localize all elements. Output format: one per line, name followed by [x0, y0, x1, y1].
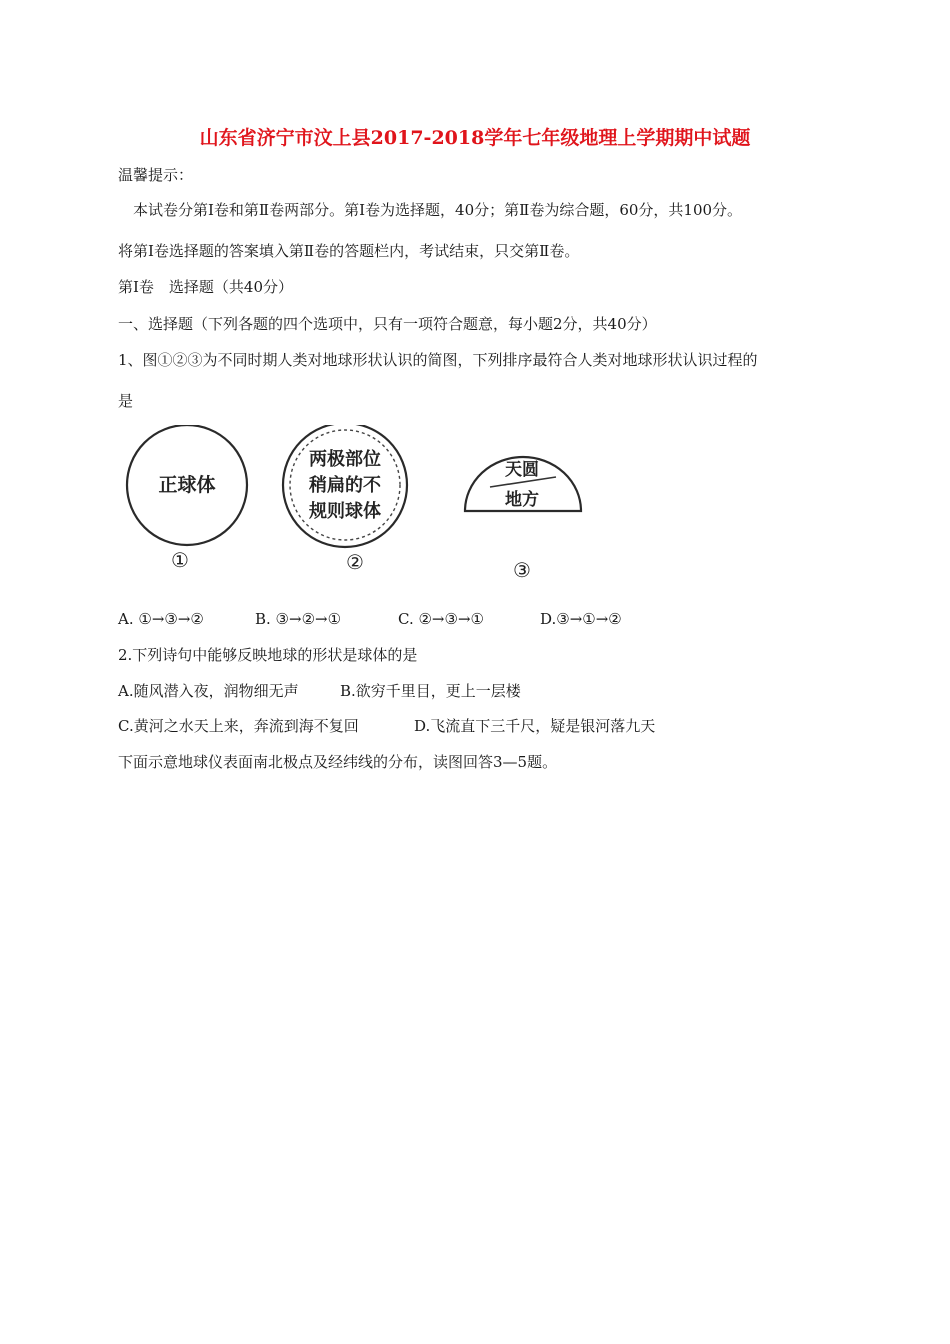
tip-line-2: 将第Ⅰ卷选择题的答案填入第Ⅱ卷的答题栏内，考试结束，只交第Ⅱ卷。 [118, 242, 580, 260]
tip-heading: 温馨提示： [118, 166, 194, 184]
option-b: B. ③→②→① [255, 610, 342, 628]
option-c: C. ②→③→① [398, 610, 484, 628]
sky-text: 天圆 [505, 460, 539, 480]
question-3-intro: 下面示意地球仪表面南北极点及经纬线的分布，读图回答3—5题。 [118, 753, 558, 771]
instruction-text: 一、选择题（下列各题的四个选项中，只有一项符合题意，每小题2分，共40分） [118, 315, 657, 333]
figure-label-1: ① [171, 548, 189, 572]
page-title: 山东省济宁市汶上县2017-2018学年七年级地理上学期期中试题 [199, 127, 751, 149]
figure-label-2: ② [346, 550, 364, 574]
question-2-option-d: D.飞流直下三千尺，疑是银河落九天 [414, 717, 656, 735]
section-heading: 第Ⅰ卷 选择题（共40分） [118, 278, 294, 296]
question-2-option-c: C.黄河之水天上来，奔流到海不复回 [118, 717, 359, 735]
earth-shape-figure [118, 425, 598, 585]
figure-label-3: ③ [513, 558, 531, 582]
oblate-text-line-2: 稍扁的不 [309, 475, 381, 496]
sphere-text: 正球体 [158, 474, 216, 496]
option-a: A. ①→③→② [118, 610, 204, 628]
earth-text: 地方 [505, 490, 539, 510]
question-2-option-b: B.欲穷千里目，更上一层楼 [340, 682, 521, 700]
tip-line-1: 本试卷分第Ⅰ卷和第Ⅱ卷两部分。第Ⅰ卷为选择题，40分；第Ⅱ卷为综合题，60分，共100分。 [133, 201, 743, 219]
question-2-option-a: A.随风潜入夜，润物细无声 [118, 682, 299, 700]
oblate-text-line-1: 两极部位 [309, 449, 381, 470]
question-1-stem-line-1: 1、图①②③为不同时期人类对地球形状认识的简图，下列排序最符合人类对地球形状认识过程的 [118, 351, 758, 369]
oblate-text-line-3: 规则球体 [309, 501, 381, 522]
option-d: D.③→①→② [540, 610, 622, 628]
question-1-stem-line-2: 是 [118, 392, 134, 410]
question-2-stem: 2.下列诗句中能够反映地球的形状是球体的是 [118, 646, 418, 664]
